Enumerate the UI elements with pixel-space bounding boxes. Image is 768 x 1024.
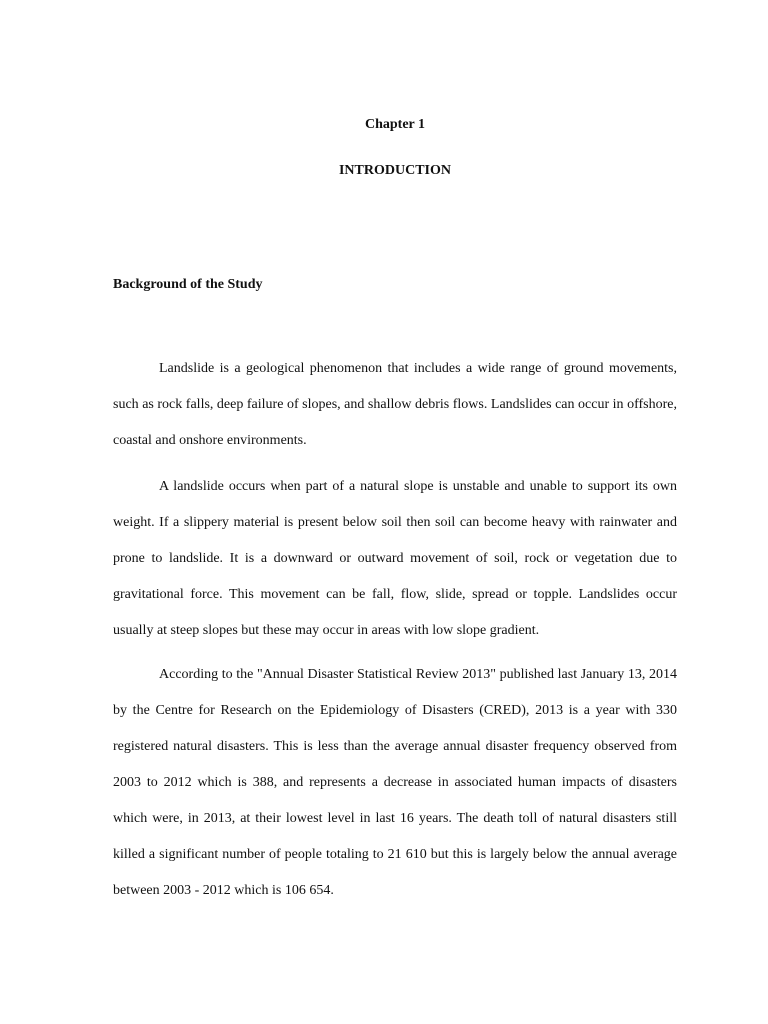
chapter-title: INTRODUCTION bbox=[338, 163, 451, 178]
paragraph-2: A landslide occurs when part of a natural slope is unstable and unable to support its own weight. If a slippery material is present below soil then soil can become heavy with rainwater and prone to landslide. It is a downward or outward movement of soil, rock or vegetation due to gravitational force. This movement can be fall, flow, slide, spread or topple. Landslides occur usually at steep slopes but these may occur in areas with low slope gradient. bbox=[113, 479, 677, 638]
section-heading: Background of the Study bbox=[113, 277, 263, 292]
paragraph-3: According to the "Annual Disaster Statistical Review 2013" published last January 13, 2014 by the Centre for Research on the Epidemiology of Disasters (CRED), 2013 is a year with 330 registered natural disasters. This is less than the average annual disaster frequency observed from 2003 to 2012 which is 388, and represents a decrease in associated human impacts of disasters which were, in 2013, at their lowest level in last 16 years. The death toll of natural disasters still killed a significant number of people totaling to 21 610 but this is largely below the annual average between 2003 - 2012 which is 106 654. bbox=[113, 667, 677, 898]
paragraph-1: Landslide is a geological phenomenon that includes a wide range of ground movements, such as rock falls, deep failure of slopes, and shallow debris flows. Landslides can occur in offshore, coastal and onshore environments. bbox=[113, 361, 677, 448]
chapter-label: Chapter 1 bbox=[364, 117, 426, 132]
